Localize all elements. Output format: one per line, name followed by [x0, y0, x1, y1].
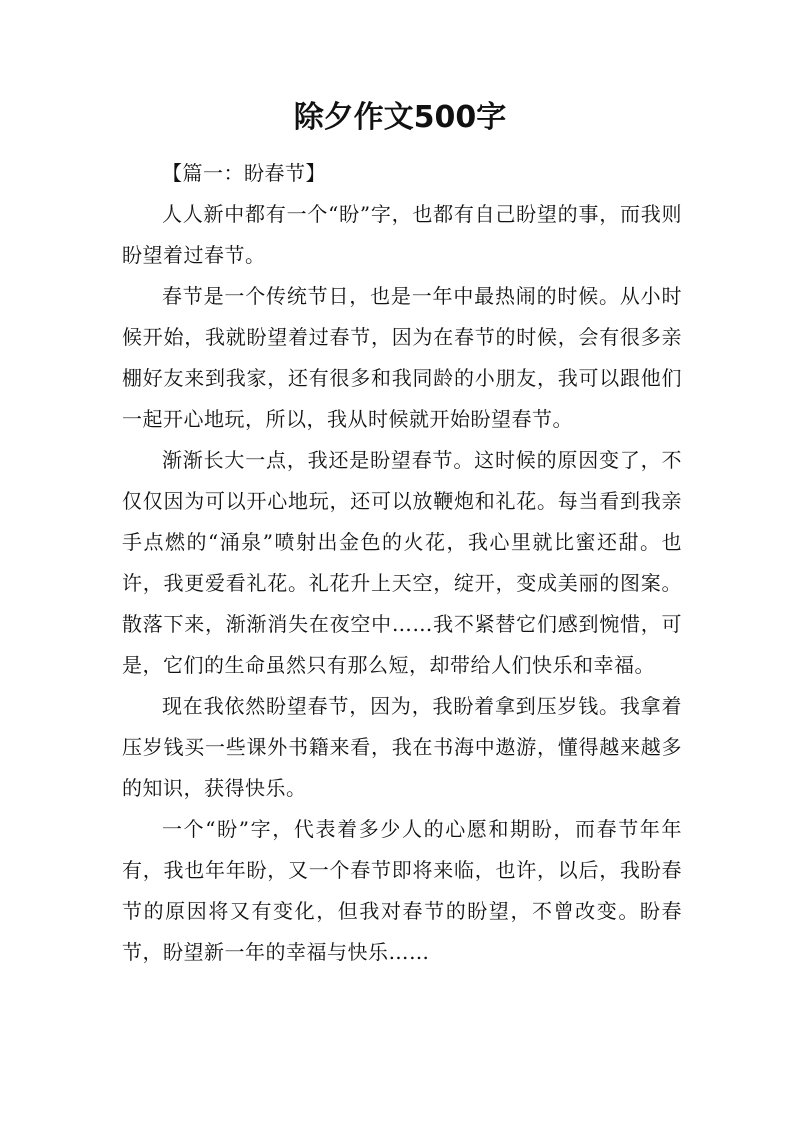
document-title: 除夕作文500字 [293, 100, 507, 135]
paragraph-4: 现在我依然盼望春节，因为，我盼着拿到压岁钱。我拿着压岁钱买一些课外书籍来看，我在书海中遨游，懂得越来越多的知识，获得快乐。 [122, 694, 682, 800]
paragraph-3: 渐渐长大一点，我还是盼望春节。这时候的原因变了，不仅仅因为可以开心地玩，还可以放鞭炮和礼花。每当看到我亲手点燃的“涌泉”喷射出金色的火花，我心里就比蜜还甜。也许，我更爱看礼花。礼花升上天空，绽开，变成美丽的图案。散落下来，渐渐消失在夜空中……我不紧替它们感到惋惜，可是，它们的生命虽然只有那么短，却带给人们快乐和幸福。 [122, 448, 682, 677]
paragraph-1: 人人新中都有一个“盼”字，也都有自己盼望的事，而我则盼望着过春节。 [122, 202, 682, 267]
paragraph-2: 春节是一个传统节日，也是一年中最热闹的时候。从小时候开始，我就盼望着过春节，因为在春节的时候，会有很多亲棚好友来到我家，还有很多和我同龄的小朋友，我可以跟他们一起开心地玩，所以，我从时候就开始盼望春节。 [122, 284, 682, 431]
section-heading: 【篇一：盼春节】 [162, 161, 326, 185]
paragraph-5: 一个“盼”字，代表着多少人的心愿和期盼，而春节年年有，我也年年盼，又一个春节即将来临，也许，以后，我盼春节的原因将又有变化，但我对春节的盼望，不曾改变。盼春节，盼望新一年的幸福与快乐…… [122, 817, 682, 964]
document-body [122, 153, 682, 973]
